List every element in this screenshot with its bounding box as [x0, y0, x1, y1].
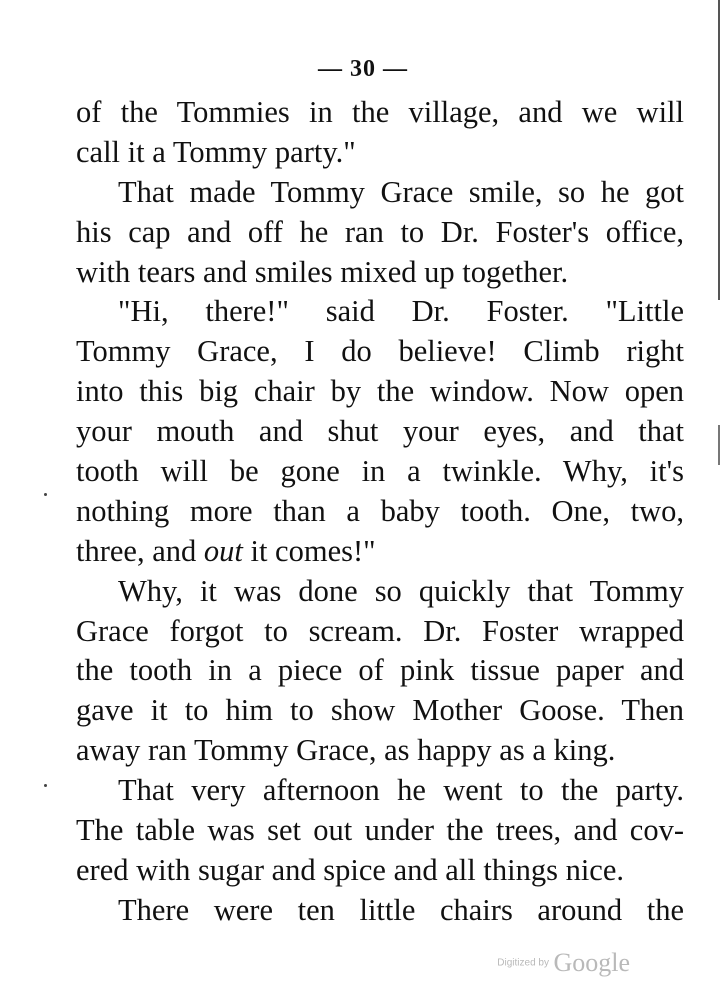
text-line: your mouth and shut your eyes, and that [76, 414, 684, 449]
text-line: The table was set out under the trees, and cov- [76, 813, 684, 848]
text-line: That made Tommy Grace smile, so he got [118, 174, 684, 209]
ink-speck [44, 493, 47, 496]
text-line: nothing more than a baby tooth. One, two, [76, 493, 684, 528]
text-line-mixed [76, 532, 684, 572]
text-line: That very afternoon he went to the party. [118, 773, 684, 808]
text-line: Why, it was done so quickly that Tommy [118, 573, 684, 608]
ink-speck [44, 784, 47, 787]
page-text [76, 93, 684, 931]
text-line: tooth will be gone in a twinkle. Why, it's [76, 454, 684, 489]
page-edge-rule [718, 0, 720, 300]
text-run: three, and [76, 533, 204, 568]
text-line: gave it to him to show Mother Goose. Then [76, 693, 684, 728]
text-line: ered with sugar and spice and all things nice. [76, 852, 624, 887]
text-line: Grace forgot to scream. Dr. Foster wrapped [76, 613, 684, 648]
italic-word: out [203, 533, 243, 568]
watermark-prefix: Digitized by [497, 957, 549, 969]
text-line: away ran Tommy Grace, as happy as a king. [76, 733, 616, 768]
text-line: the tooth in a piece of pink tissue paper and [76, 653, 684, 688]
text-line: with tears and smiles mixed up together. [76, 254, 569, 289]
text-line: There were ten little chairs around the [118, 892, 684, 927]
text-line: call it a Tommy party." [76, 134, 356, 169]
text-line: of the Tommies in the village, and we will [76, 95, 684, 129]
text-run: it comes!" [242, 533, 376, 568]
google-logo: Google [553, 948, 630, 977]
text-line: his cap and off he ran to Dr. Foster's office, [76, 214, 684, 249]
text-line: "Hi, there!" said Dr. Foster. "Little [118, 294, 684, 329]
text-line: Tommy Grace, I do believe! Climb right [76, 334, 684, 369]
digitized-watermark [497, 948, 630, 978]
page-edge-mark [718, 425, 720, 465]
text-line: into this big chair by the window. Now open [76, 374, 684, 409]
page-number: — 30 — [318, 56, 408, 82]
